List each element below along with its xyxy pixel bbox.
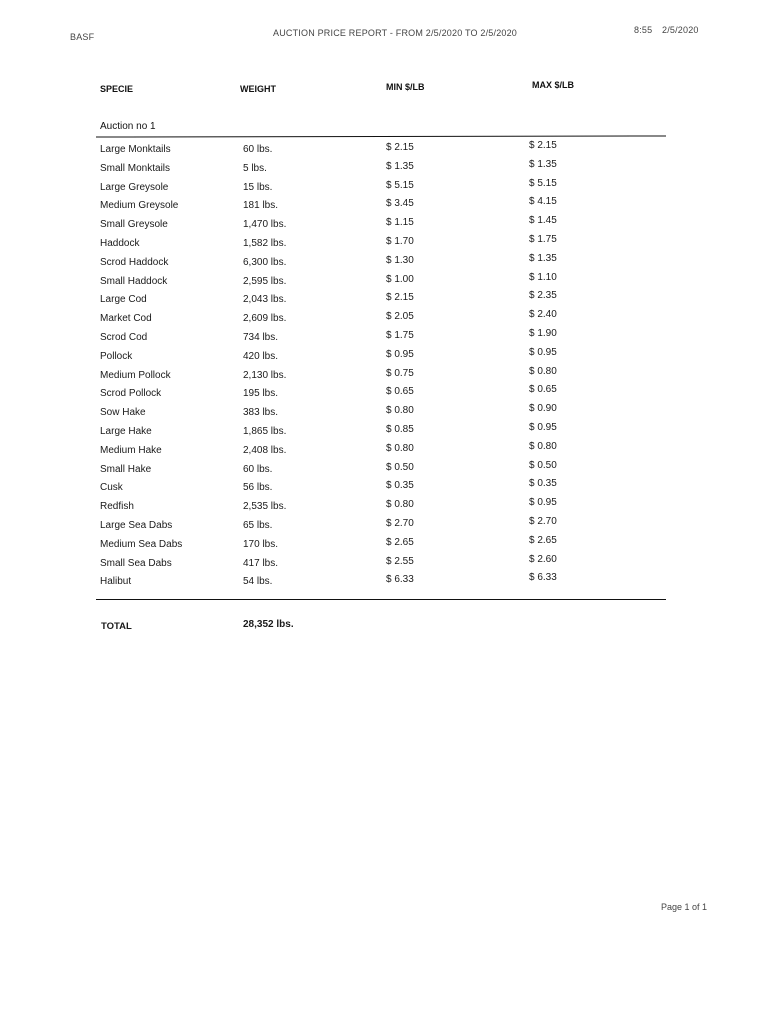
company-name: BASF	[70, 32, 95, 42]
table-row	[0, 384, 768, 407]
table-row	[0, 497, 768, 520]
weight-cell: 1,582 lbs.	[243, 237, 287, 249]
weight-cell: 2,130 lbs.	[243, 369, 287, 381]
max-price-cell: $ 0.80	[529, 440, 557, 452]
max-price-cell: $ 0.95	[529, 421, 557, 433]
specie-cell: Medium Hake	[100, 444, 162, 456]
max-price-cell: $ 0.65	[529, 384, 557, 396]
weight-cell: 65 lbs.	[243, 519, 273, 531]
min-price-cell: $ 0.75	[386, 367, 414, 379]
min-price-cell: $ 2.05	[386, 311, 414, 323]
table-row	[0, 233, 768, 257]
column-header-max-price: MAX $/LB	[532, 80, 575, 90]
table-row	[0, 553, 768, 577]
table-row	[0, 534, 768, 558]
max-price-cell: $ 2.70	[529, 515, 557, 527]
weight-cell: 60 lbs.	[243, 144, 273, 155]
min-price-cell: $ 1.00	[386, 273, 414, 285]
min-price-cell: $ 0.80	[386, 442, 414, 454]
min-price-cell: $ 0.85	[386, 423, 414, 435]
page-number: Page 1 of 1	[661, 902, 708, 912]
weight-cell: 2,609 lbs.	[243, 313, 287, 325]
table-top-rule	[96, 136, 666, 138]
weight-cell: 195 lbs.	[243, 388, 279, 400]
specie-cell: Medium Greysole	[100, 200, 179, 212]
specie-cell: Small Greysole	[100, 219, 168, 231]
column-header-weight: WEIGHT	[240, 84, 276, 94]
min-price-cell: $ 2.65	[386, 536, 414, 548]
weight-cell: 181 lbs.	[243, 200, 279, 212]
min-price-cell: $ 0.65	[386, 386, 414, 398]
table-row	[0, 459, 768, 483]
min-price-cell: $ 2.15	[386, 292, 414, 304]
specie-cell: Small Hake	[100, 463, 152, 475]
table-row	[0, 309, 768, 332]
report-date: 2/5/2020	[662, 25, 699, 35]
min-price-cell: $ 1.70	[386, 235, 414, 247]
table-row	[0, 177, 768, 201]
section-title: Auction no 1	[100, 121, 156, 132]
max-price-cell: $ 0.35	[529, 478, 557, 490]
table-row	[0, 271, 768, 295]
min-price-cell: $ 3.45	[386, 198, 414, 210]
weight-cell: 734 lbs.	[243, 331, 279, 343]
max-price-cell: $ 1.35	[529, 252, 557, 264]
specie-cell: Large Sea Dabs	[100, 519, 173, 531]
min-price-cell: $ 6.33	[386, 574, 414, 586]
specie-cell: Halibut	[100, 576, 132, 588]
max-price-cell: $ 0.80	[529, 365, 557, 377]
table-row	[0, 365, 768, 389]
min-price-cell: $ 1.35	[386, 160, 414, 172]
table-row	[0, 158, 768, 182]
specie-cell: Medium Sea Dabs	[100, 538, 183, 550]
table-row	[0, 327, 768, 351]
max-price-cell: $ 1.90	[529, 327, 557, 339]
specie-cell: Scrod Cod	[100, 331, 148, 343]
column-header-min-price: MIN $/LB	[386, 82, 425, 92]
max-price-cell: $ 1.75	[529, 233, 557, 245]
weight-cell: 5 lbs.	[243, 162, 267, 174]
min-price-cell: $ 2.55	[386, 555, 414, 567]
weight-cell: 1,865 lbs.	[243, 425, 287, 437]
weight-cell: 54 lbs.	[243, 576, 273, 588]
specie-cell: Large Hake	[100, 425, 152, 437]
weight-cell: 417 lbs.	[243, 557, 279, 569]
min-price-cell: $ 0.80	[386, 499, 414, 511]
table-row	[0, 290, 768, 313]
max-price-cell: $ 5.15	[529, 177, 557, 189]
min-price-cell: $ 2.15	[386, 142, 414, 153]
weight-cell: 2,535 lbs.	[243, 501, 287, 513]
max-price-cell: $ 0.95	[529, 346, 557, 358]
min-price-cell: $ 0.80	[386, 405, 414, 417]
specie-cell: Scrod Haddock	[100, 256, 169, 268]
table-row	[0, 215, 768, 238]
min-price-cell: $ 5.15	[386, 179, 414, 191]
weight-cell: 2,043 lbs.	[243, 294, 287, 306]
specie-cell: Large Monktails	[100, 144, 171, 155]
table-row	[0, 572, 768, 595]
max-price-cell: $ 2.35	[529, 290, 557, 302]
max-price-cell: $ 1.35	[529, 158, 557, 170]
min-price-cell: $ 0.35	[386, 480, 414, 492]
weight-cell: 170 lbs.	[243, 538, 279, 550]
table-row	[0, 252, 768, 276]
table-bottom-rule	[96, 599, 666, 600]
table-row	[0, 421, 768, 445]
table-row	[0, 196, 768, 219]
max-price-cell: $ 2.65	[529, 534, 557, 546]
table-row	[0, 515, 768, 539]
table-row	[0, 140, 768, 163]
specie-cell: Large Greysole	[100, 181, 169, 193]
max-price-cell: $ 0.95	[529, 497, 557, 509]
total-weight: 28,352 lbs.	[243, 619, 294, 630]
weight-cell: 420 lbs.	[243, 350, 279, 362]
max-price-cell: $ 1.45	[529, 215, 557, 227]
max-price-cell: $ 2.40	[529, 309, 557, 321]
min-price-cell: $ 0.95	[386, 348, 414, 360]
specie-cell: Pollock	[100, 350, 133, 362]
max-price-cell: $ 6.33	[529, 572, 557, 584]
specie-cell: Haddock	[100, 237, 140, 249]
max-price-cell: $ 1.10	[529, 271, 557, 283]
min-price-cell: $ 1.75	[386, 329, 414, 341]
table-row	[0, 403, 768, 426]
min-price-cell: $ 2.70	[386, 517, 414, 529]
column-header-specie: SPECIE	[100, 84, 134, 94]
specie-cell: Small Haddock	[100, 275, 168, 287]
table-row	[0, 346, 768, 370]
specie-cell: Scrod Pollock	[100, 388, 162, 400]
report-time: 8:55	[634, 25, 653, 35]
table-row	[0, 478, 768, 501]
weight-cell: 383 lbs.	[243, 407, 279, 419]
min-price-cell: $ 0.50	[386, 461, 414, 473]
min-price-cell: $ 1.30	[386, 254, 414, 266]
weight-cell: 56 lbs.	[243, 482, 273, 494]
specie-cell: Sow Hake	[100, 407, 146, 419]
weight-cell: 60 lbs.	[243, 463, 273, 475]
max-price-cell: $ 2.60	[529, 553, 557, 565]
weight-cell: 6,300 lbs.	[243, 256, 287, 268]
max-price-cell: $ 0.90	[529, 403, 557, 415]
specie-cell: Redfish	[100, 501, 134, 513]
specie-cell: Cusk	[100, 482, 123, 494]
specie-cell: Market Cod	[100, 313, 152, 325]
specie-cell: Medium Pollock	[100, 369, 171, 381]
report-title: AUCTION PRICE REPORT - FROM 2/5/2020 TO 2/5/2020	[273, 28, 518, 38]
specie-cell: Large Cod	[100, 294, 147, 306]
table-row	[0, 440, 768, 464]
max-price-cell: $ 0.50	[529, 459, 557, 471]
weight-cell: 1,470 lbs.	[243, 219, 287, 231]
min-price-cell: $ 1.15	[386, 217, 414, 229]
specie-cell: Small Monktails	[100, 162, 171, 174]
max-price-cell: $ 2.15	[529, 140, 557, 151]
total-label: TOTAL	[101, 621, 132, 632]
max-price-cell: $ 4.15	[529, 196, 557, 208]
price-table-body	[0, 140, 768, 595]
weight-cell: 2,408 lbs.	[243, 444, 287, 456]
weight-cell: 2,595 lbs.	[243, 275, 287, 287]
specie-cell: Small Sea Dabs	[100, 557, 172, 569]
weight-cell: 15 lbs.	[243, 181, 273, 193]
